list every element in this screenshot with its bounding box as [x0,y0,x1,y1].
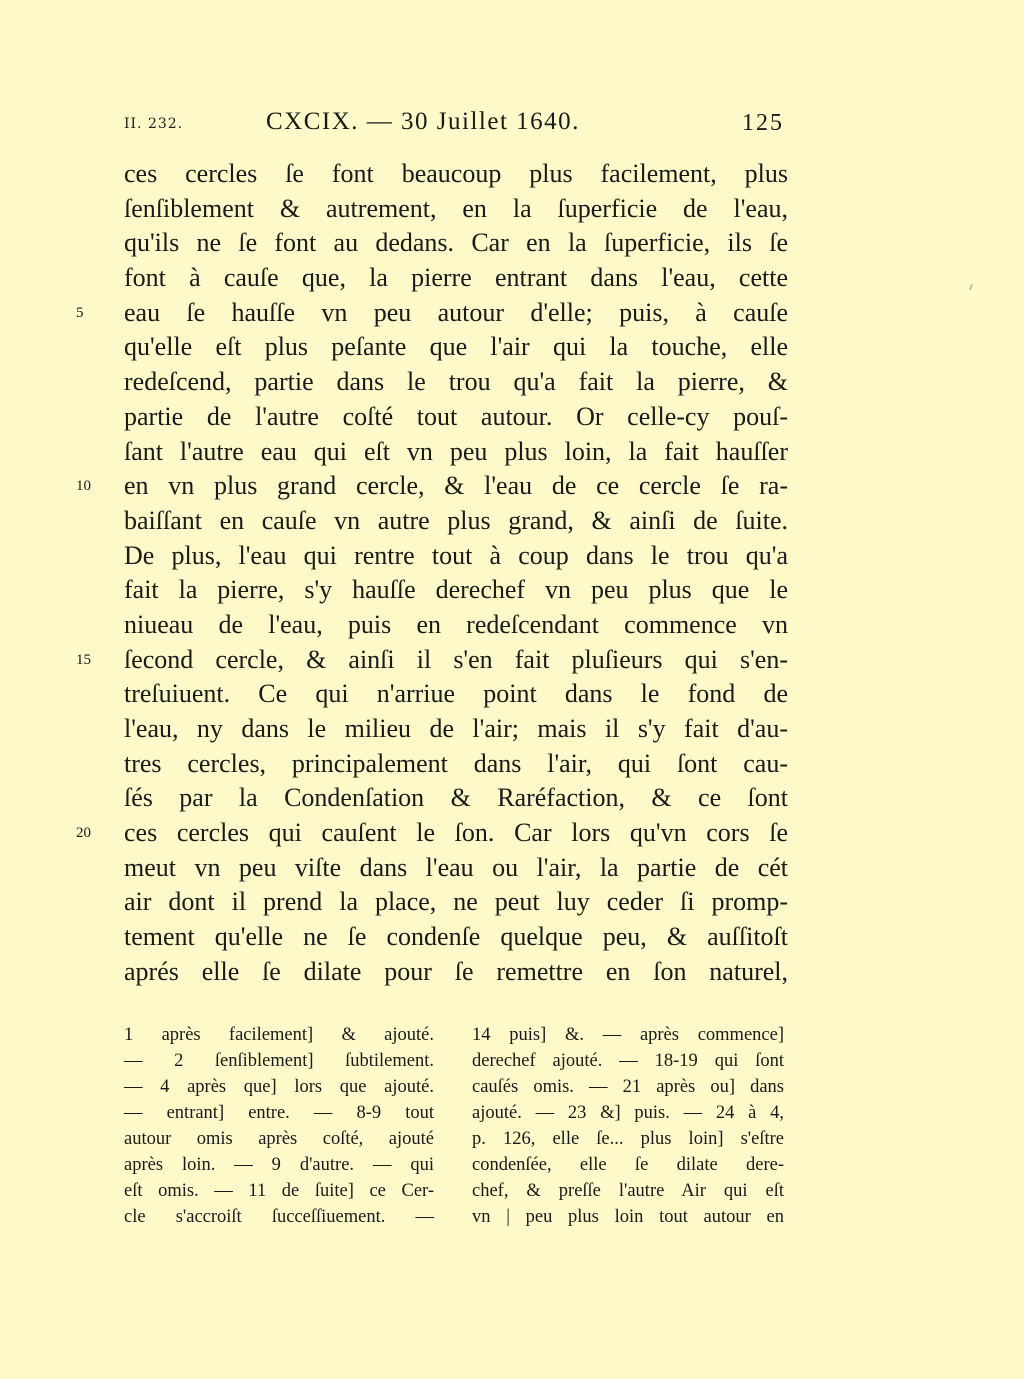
text-line [124,192,788,227]
line-text: tres cercles, principalement dans l'air, qui ſont cau- [124,748,788,778]
letter-heading: CXCIX. — 30 Juillet 1640. [266,108,580,135]
footnote-line: — 2 ſenſiblement] ſubtilement. [124,1051,434,1071]
line-text: en vn plus grand cercle, & l'eau de ce cercle ſe ra- [124,471,788,501]
line-text: ſenſiblement & autrement, en la ſuperficie de l'eau, [124,193,788,223]
text-line [124,539,788,574]
footnote-line: cle s'accroiſt ſucceſſiuement. — [124,1207,434,1227]
stray-mark [969,284,973,290]
line-text: l'eau, ny dans le milieu de l'air; mais il s'y fait d'au- [124,714,788,743]
text-line [124,504,788,539]
text-line [124,330,788,365]
footnotes-right-column [472,1022,784,1230]
text-line [76,296,788,331]
footnote-line: — 4 après que] lors que ajouté. [124,1077,434,1097]
text-line [124,885,788,920]
footnote-line: vn | peu plus loin tout autour en [472,1207,784,1227]
line-number: 20 [76,825,91,842]
volume-reference: II. 232. [124,116,184,132]
text-line [124,365,788,400]
footnote-line: eſt omis. — 11 de ſuite] ce Cer- [124,1181,434,1201]
text-line [124,261,788,296]
line-text: fait la pierre, s'y hauſſe derechef vn peu plus que le [124,575,788,605]
line-text: meut vn peu viſte dans l'eau ou l'air, la partie de cét [124,852,788,882]
line-text: eau ſe hauſſe vn peu autour d'elle; puis, à cauſe [124,297,788,327]
footnote-line: ajouté. — 23 &] puis. — 24 à 4, [472,1103,784,1123]
footnote-line: autour omis après coſté, ajouté [124,1129,434,1149]
footnote-line: après loin. — 9 d'autre. — qui [124,1155,434,1175]
text-line [124,157,788,192]
text-line [124,747,788,782]
line-text: redeſcend, partie dans le trou qu'a fait la pierre, & [124,367,788,397]
line-text: aprés elle ſe dilate pour ſe remettre en ſon naturel, [124,956,788,986]
footnote-line: p. 126, elle ſe... plus loin] s'eſtre [472,1129,784,1149]
text-line [124,608,788,643]
text-line [124,955,788,990]
line-text: font à cauſe que, la pierre entrant dans l'eau, cette [124,263,788,293]
text-line [124,781,788,816]
line-text: qu'ils ne ſe font au dedans. Car en la ſuperficie, ils ſe [124,228,788,258]
line-number: 5 [76,304,84,321]
text-line [124,435,788,470]
line-text: ſecond cercle, & ainſi il s'en fait pluſieurs qui s'en- [124,644,788,674]
text-line [124,920,788,955]
text-line [124,677,788,712]
line-text: tement qu'elle ne ſe condenſe quelque peu, & auſſitoſt [124,922,788,952]
line-text: baiſſant en cauſe vn autre plus grand, & ainſi de ſuite. [124,505,788,535]
footnotes-left-column [124,1022,434,1230]
line-text: ſés par la Condenſation & Raréfaction, & ce ſont [124,783,788,813]
footnote-line: derechef ajouté. — 18-19 qui ſont [472,1051,784,1071]
line-text: De plus, l'eau qui rentre tout à coup dans le trou qu'a [124,540,788,570]
line-text: ces cercles ſe font beaucoup plus facilement, plus [124,159,788,188]
text-line [124,226,788,261]
text-line [76,643,788,678]
footnote-line: cauſés omis. — 21 après ou] dans [472,1077,784,1097]
line-text: treſuiuent. Ce qui n'arriue point dans le fond de [124,679,788,709]
text-line [124,851,788,886]
line-number: 10 [76,478,91,495]
page-number: 125 [742,110,784,136]
running-header [0,108,1024,142]
line-text: niueau de l'eau, puis en redeſcendant commence vn [124,609,788,639]
text-line [76,469,788,504]
text-line [124,573,788,608]
footnote-line: 14 puis] &. — après commence] [472,1025,784,1045]
line-text: partie de l'autre coſté tout autour. Or celle-cy pouſ- [124,401,788,431]
footnote-line: condenſée, elle ſe dilate dere- [472,1155,784,1175]
line-text: ſant l'autre eau qui eſt vn peu plus loin, la fait hauſſer [124,436,788,466]
main-text [76,157,788,990]
line-text: qu'elle eſt plus peſante que l'air qui la touche, elle [124,332,788,362]
footnote-line: chef, & preſſe l'autre Air qui eſt [472,1181,784,1201]
text-line [124,712,788,747]
line-text: ces cercles qui cauſent le ſon. Car lors qu'vn cors ſe [124,818,788,848]
text-line [124,400,788,435]
line-number: 15 [76,651,91,668]
line-text: air dont il prend la place, ne peut luy ceder ſi promp- [124,887,788,917]
footnote-line: 1 après facilement] & ajouté. [124,1025,434,1045]
footnote-line: — entrant] entre. — 8-9 tout [124,1103,434,1123]
text-line [76,816,788,851]
